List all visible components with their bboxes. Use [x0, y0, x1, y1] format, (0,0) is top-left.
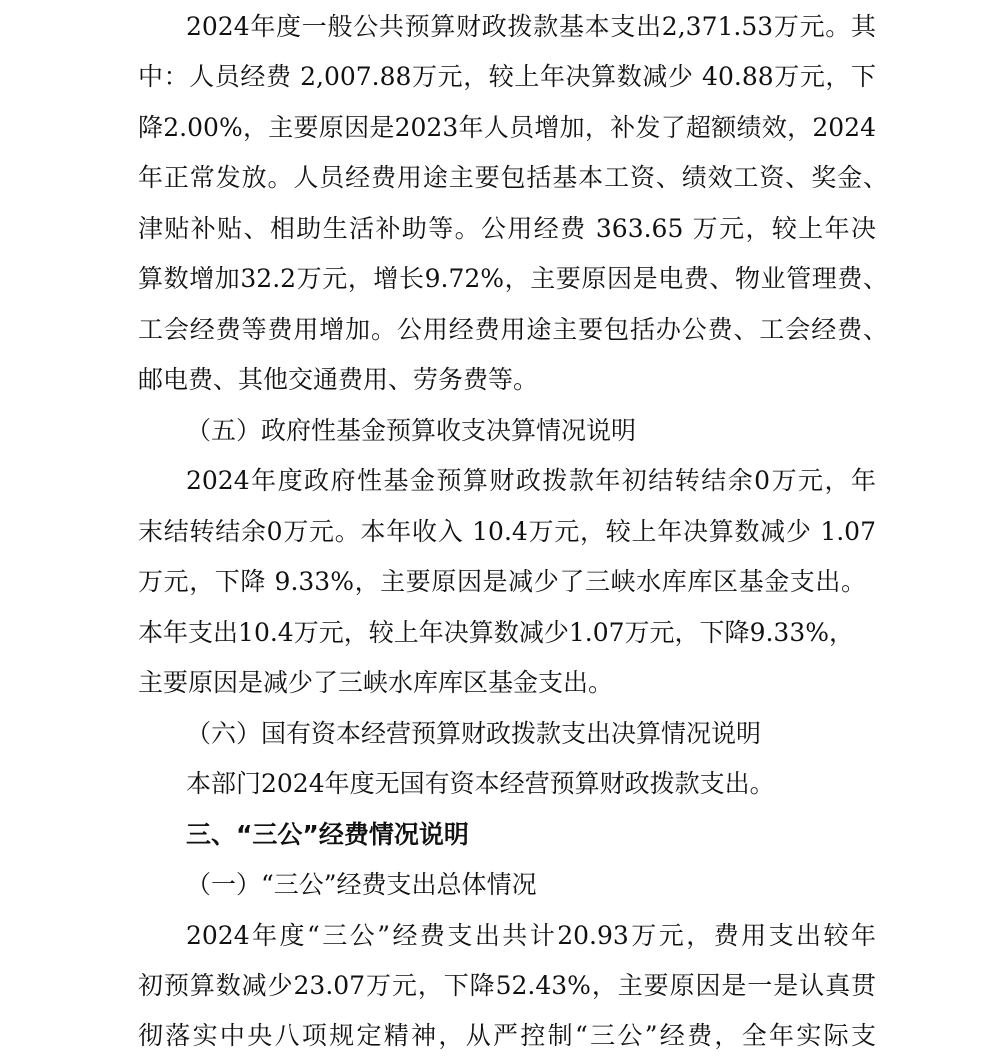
paragraph-line: 主要原因是减少了三峡水库库区基金支出。: [138, 668, 614, 697]
section-subheading: （一）“三公”经费支出总体情况: [186, 870, 537, 899]
section-heading: 三、“三公”经费情况说明: [186, 820, 469, 849]
paragraph-line: 末结转结余0万元。本年收入 10.4万元，较上年决算数减少 1.07: [138, 517, 876, 546]
paragraph-line: 彻落实中央八项规定精神，从严控制“三公”经费，全年实际支: [138, 1021, 876, 1050]
section-subheading: （六）国有资本经营预算财政拨款支出决算情况说明: [186, 719, 762, 748]
paragraph-line: 中：人员经费 2,007.88万元，较上年决算数减少 40.88万元，下: [138, 62, 876, 91]
paragraph-line: 降2.00%，主要原因是2023年人员增加，补发了超额绩效，2024: [138, 113, 876, 142]
paragraph-line: 工会经费等费用增加。公用经费用途主要包括办公费、工会经费、: [138, 315, 888, 344]
paragraph-line: 年正常发放。人员经费用途主要包括基本工资、绩效工资、奖金、: [138, 163, 888, 192]
paragraph-line: 算数增加32.2万元，增长9.72%，主要原因是电费、物业管理费、: [138, 264, 888, 293]
paragraph-line: 初预算数减少23.07万元，下降52.43%，主要原因是一是认真贯: [138, 971, 876, 1000]
paragraph-line: 本年支出10.4万元，较上年决算数减少1.07万元，下降9.33%，: [138, 618, 854, 647]
paragraph-line: 津贴补贴、相助生活补助等。公用经费 363.65 万元，较上年决: [138, 214, 876, 243]
paragraph-line: 2024年度一般公共预算财政拨款基本支出2,371.53万元。其: [186, 12, 876, 41]
paragraph-line: 2024年度“三公”经费支出共计20.93万元，费用支出较年: [186, 921, 876, 950]
paragraph-line: 万元，下降 9.33%，主要原因是减少了三峡水库库区基金支出。: [138, 567, 866, 596]
section-subheading: （五）政府性基金预算收支决算情况说明: [186, 416, 637, 445]
paragraph-line: 本部门2024年度无国有资本经营预算财政拨款支出。: [186, 769, 775, 798]
paragraph-line: 邮电费、其他交通费用、劳务费等。: [138, 365, 539, 394]
paragraph-line: 2024年度政府性基金预算财政拨款年初结转结余0万元，年: [186, 466, 876, 495]
